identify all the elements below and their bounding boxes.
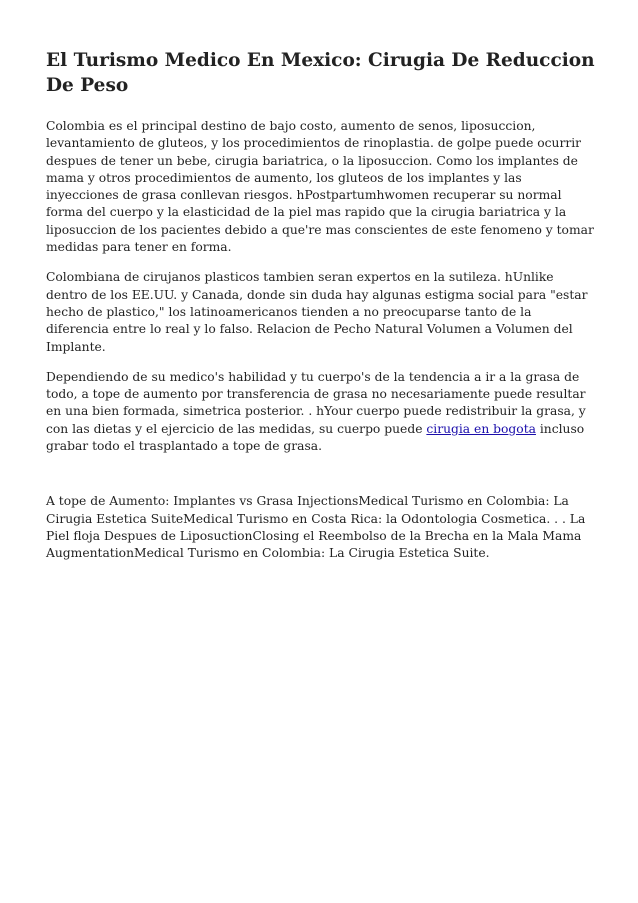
paragraph-2: Colombiana de cirujanos plasticos tambien seran expertos en la sutileza. hUnlike dentro de los EE.UU. y Canada, donde sin duda hay algunas estigma social para "estar hecho de plastico," los latinoamericanos tienden a no preocuparse tanto de la diferencia entre lo real y lo falso. Relacion de Pecho Natural Volumen a Volumen del Implante. xyxy=(46,270,588,354)
paragraph-3 xyxy=(46,369,598,455)
page-title: El Turismo Medico En Mexico: Cirugia De Reduccion De Peso xyxy=(46,50,595,96)
related-articles-paragraph: A tope de Aumento: Implantes vs Grasa InjectionsMedical Turismo en Colombia: La Cirugia Estetica SuiteMedical Turismo en Costa Rica: la Odontologia Cosmetica. . . La Piel floja Despues de LiposuctionClosing el Reembolso de la Brecha en la Mala Mama AugmentationMedical Turismo en Colombia: La Cirugia Estetica Suite. xyxy=(46,494,586,561)
cirugia-en-bogota-link[interactable]: cirugia en bogota xyxy=(426,421,536,436)
paragraph-1: Colombia es el principal destino de bajo costo, aumento de senos, liposuccion, levantamiento de gluteos, y los procedimientos de rinoplastia. de golpe puede ocurrir despues de tener un bebe, cirugia bariatrica, o la liposuccion. Como los implantes de mama y otros procedimientos de aumento, los gluteos de los implantes y las inyecciones de grasa conllevan riesgos. hPostpartumhwomen recuperar su normal forma del cuerpo y la elasticidad de la piel mas rapido que la cirugia bariatrica y la liposuccion de los pacientes debido a que're mas conscientes de este fenomeno y tomar medidas para tener en forma. xyxy=(46,119,594,255)
document-page xyxy=(46,48,598,576)
paragraph-3-text-after-link: incluso grabar todo el trasplantado a tope de grasa. xyxy=(46,421,585,454)
paragraph-3-text-before-link: Dependiendo de su medico's habilidad y tu cuerpo's de la tendencia a ir a la grasa de todo, a tope de aumento por transferencia de grasa no necesariamente puede resultar en una bien formada, simetrica posterior. . hYour cuerpo puede redistribuir la grasa, y con las dietas y el ejercicio de las medidas, su cuerpo puede xyxy=(46,369,586,436)
